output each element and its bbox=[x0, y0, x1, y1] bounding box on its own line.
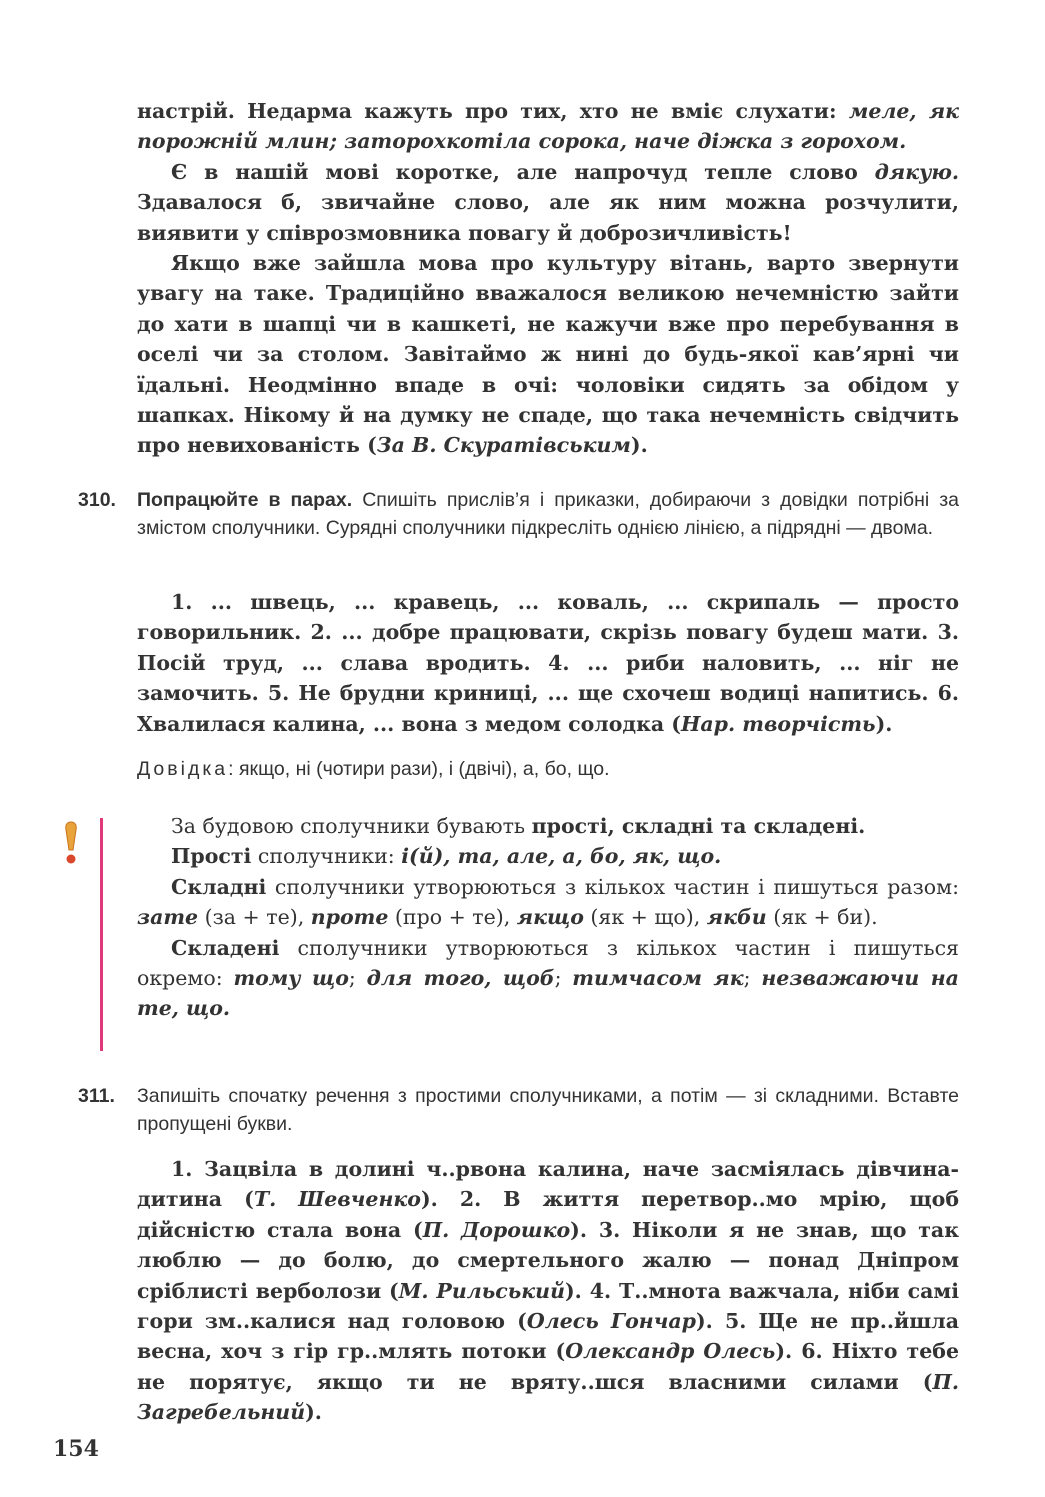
reference-note bbox=[137, 758, 959, 781]
task-number: 311. bbox=[78, 1085, 115, 1107]
task-311 bbox=[78, 1082, 959, 1135]
page-number: 154 bbox=[53, 1436, 99, 1462]
reference-label: Довідка bbox=[137, 758, 229, 780]
task-instruction: Попрацюйте в парах. Спишіть прислів’я і приказки, добираючи з довідки потрібні за змістом сполучники. Сурядні сполучники підкресліть однією лінією, а підрядні — двома. bbox=[137, 489, 960, 539]
task-number: 310. bbox=[78, 489, 116, 511]
rule-box: За будовою сполучники бувають прості, складні та складені. Прості сполучники: і(й), та, але, а, бо, як, що. Складні сполучники утворюються з кількох частин і пишуться разом: зате (за + те), проте (про + те), якщо (як + що), якби (як + би). Складені сполучники утворюються з кількох частин і пишуться окремо: тому що; для того, щоб; тимчасом як; незважаючи на те, що. bbox=[137, 814, 959, 1021]
intro-text bbox=[137, 96, 959, 461]
exclamation-icon bbox=[62, 820, 80, 866]
exercise-311: 1. Зацвіла в долині ч..рвона калина, наче засміялась дівчина-дитина (Т. Шевченко). 2. В життя перетвор..мо мрію, щоб дійсністю стала вона (П. Дорошко). 3. Ніколи я не знав, що так люблю — до болю, до смертельного жалю — понад Дніпром сріблисті верболози (М. Рильський). 4. Т..мнота важчала, ніби самі гори зм..калися над головою (Олесь Гончар). 5. Ще не пр..йшла весна, хоч з гір гр..млять потоки (Олександр Олесь). 6. Ніхто тебе не порятує, якщо ти не вряту..шся власними силами (П. Загребельний). bbox=[137, 1157, 960, 1425]
exercise-310: 1. ... швець, ... кравець, ... коваль, ... скрипаль — просто говорильник. 2. ... добре працювати, скрізь повагу будеш мати. 3. Посій труд, ... слава вродить. 4. ... риби наловить, ... ніг не замочить. 5. Не брудни криниці, ... ще схочеш водиці напитись. 6. Хвалилася калина, ... вона з медом солодка (Нар. творчість). bbox=[137, 590, 959, 736]
task-310 bbox=[78, 486, 960, 539]
intro-paragraph-3: Якщо вже зайшла мова про культуру вітань, варто звернути увагу на таке. Традиційно вважалося великою нечемністю зайти до хати в шапці чи в кашкеті, не кажучи вже про перебування в оселі чи за столом. Завітаймо ж нині до будь-якої кав’ярні чи їдальні. Неодмінно впаде в очі: чоловіки сидять за обідом у шапках. Нікому й на думку не спаде, що така нечемність свідчить про невихованість (За В. Скуратівським). bbox=[137, 251, 959, 458]
rule-accent-bar bbox=[100, 818, 103, 1051]
intro-paragraph-1: настрій. Недарма кажуть про тих, хто не вміє слухати: меле, як порожній млин; заторохкотіла сорока, наче діжка з горохом. bbox=[137, 99, 960, 154]
reference-text: : якщо, ні (чотири рази), і (двічі), а, бо, що. bbox=[228, 758, 610, 780]
task-instruction: Запишіть спочатку речення з простими сполучниками, а потім — зі складними. Вставте пропущені букви. bbox=[137, 1085, 959, 1135]
intro-paragraph-2: Є в нашій мові коротке, але напрочуд тепле слово дякую. Здавалося б, звичайне слово, але як ним можна розчулити, виявити у співрозмовника повагу й доброзичливість! bbox=[137, 159, 959, 245]
